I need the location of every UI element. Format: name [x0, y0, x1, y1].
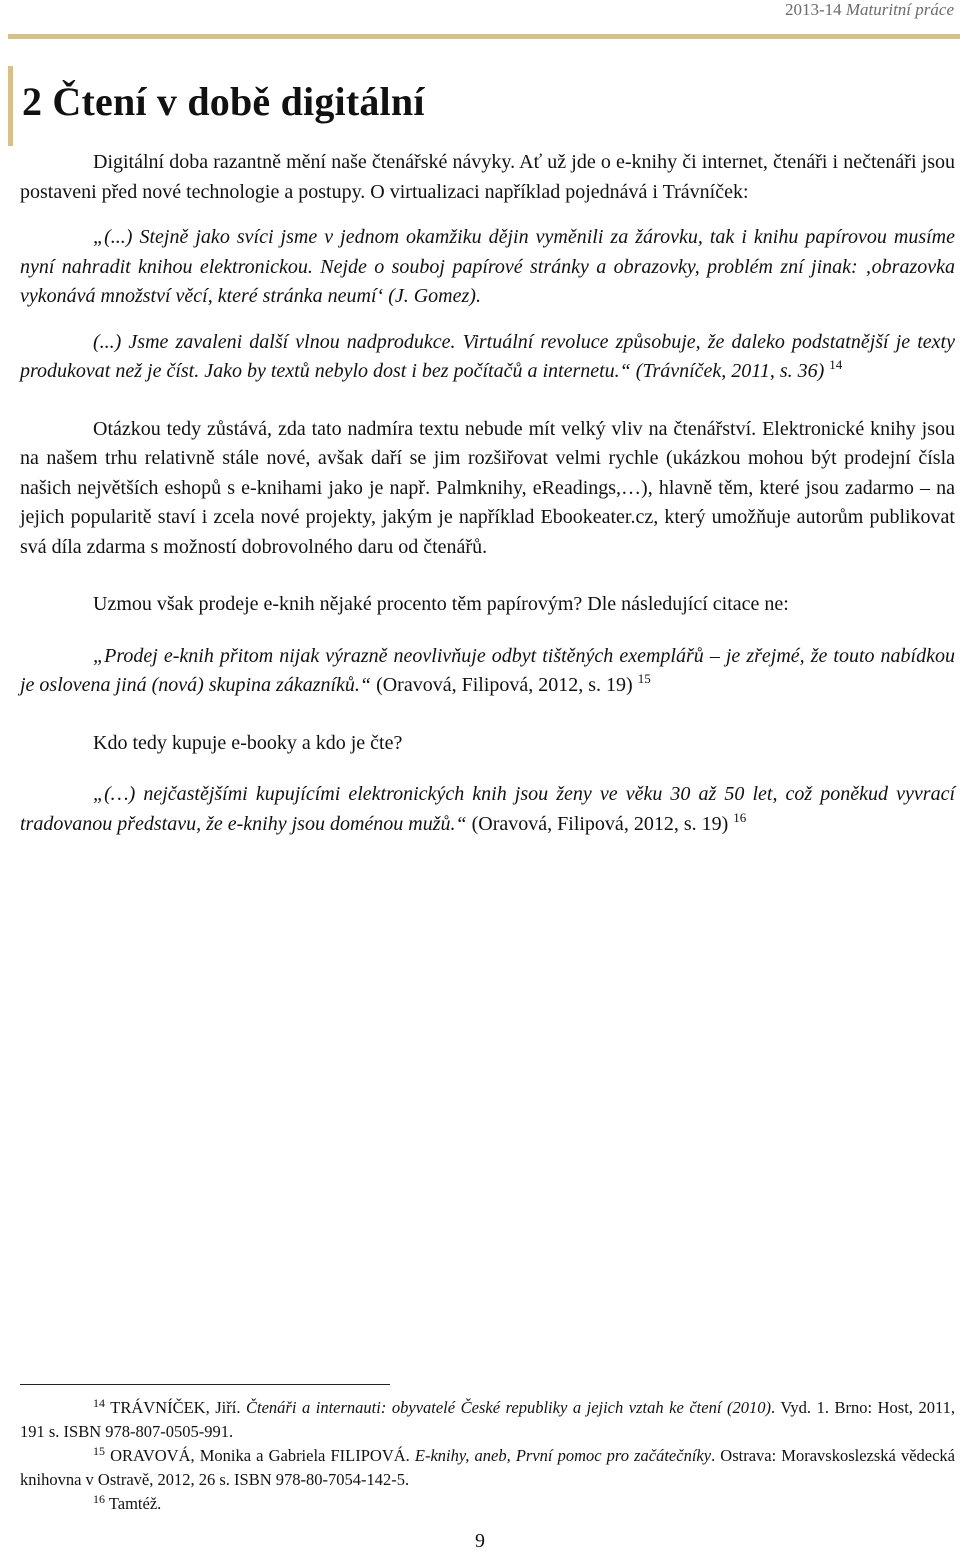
footnote-16-number: 16 — [93, 1492, 105, 1506]
footnote-16 — [20, 1492, 955, 1516]
footnote-14 — [20, 1396, 955, 1444]
quote-oravova-1-text: „Prodej e-knih přitom nijak výrazně neovlivňuje odbyt tištěných exemplářů – je zřejmé, že touto nabídkou je oslovena jiná (nová) skupina zákazníků.“ — [20, 644, 955, 696]
page-number: 9 — [475, 1530, 485, 1552]
header-year: 2013-14 — [784, 0, 842, 19]
paragraph-intro: Digitální doba razantně mění naše čtenářské návyky. Ať už jde o e-knihy či internet, čtenáři i nečtenáři jsou postaveni před nové technologie a postupy. O virtualizaci například pojednává i Trávníček: — [20, 151, 955, 203]
quote-oravova-1 — [20, 642, 955, 701]
running-header — [785, 0, 954, 20]
footnote-14-number: 14 — [93, 1396, 105, 1410]
footnote-14-rest: . Vyd. 1. Brno: Host, 2011, 191 s. ISBN 978-807-0505-991. — [20, 1398, 955, 1441]
footnote-ref-14: 14 — [829, 357, 843, 372]
footnotes — [20, 1396, 955, 1516]
footnote-14-title: Čtenáři a internauti: obyvatelé České republiky a jejich vztah ke čtení (2010) — [246, 1398, 771, 1417]
quote-travnicek-2 — [20, 328, 955, 387]
footnote-15-author: ORAVOVÁ, Monika a Gabriela FILIPOVÁ. — [105, 1446, 415, 1465]
main-text — [20, 148, 955, 839]
footnote-15-number: 15 — [93, 1444, 105, 1458]
footnote-separator — [20, 1384, 390, 1385]
footnote-15-title: E-knihy, aneb, První pomoc pro začátečníky — [414, 1446, 712, 1465]
footnote-ref-15: 15 — [637, 671, 651, 686]
paragraph-question-sales: Uzmou však prodeje e-knih nějaké procento těm papírovým? Dle následující citace ne: — [93, 593, 789, 615]
paragraph-ebooks: Otázkou tedy zůstává, zda tato nadmíra textu nebude mít velký vliv na čtenářství. Elektronické knihy jsou na našem trhu relativně stále nové, avšak daří se jim rozšiřovat velmi rychle (ukázkou mohou být prodejní čísla našich největších eshopů s e-knihami jako je např. Palmknihy, eReadings,…), hlavně těm, které jsou zadarmo – na jejich popularitě staví i zcela nové projekty, jakým je například Ebookeater.cz, který umožňuje autorům publikovat svá díla zdarma s možností dobrovolného daru od čtenářů. — [20, 417, 955, 558]
chapter-side-rule — [8, 66, 13, 146]
chapter-title: 2 Čtení v době digitální — [22, 79, 425, 124]
quote-travnicek-1: „(...) Stejně jako svíci jsme v jednom okamžiku dějin vyměnili za žárovku, tak i knihu papírovou musíme nyní nahradit knihou elektronickou. Nejde o souboj papírové stránky a obrazovky, problém zní jinak: ‚obrazovka vykonává množství věcí, které stránka neumí‘ (J. Gomez). — [20, 226, 955, 307]
paragraph-question-buyers: Kdo tedy kupuje e-booky a kdo je čte? — [93, 731, 403, 754]
footnote-16-text: Tamtéž. — [105, 1494, 162, 1513]
quote-travnicek-2-text: (...) Jsme zavaleni další vlnou nadprodukce. Virtuální revoluce způsobuje, že daleko podstatnější je texty produkovat než je číst. Jako by textů nebylo dost i bez počítačů a internetu.“ (Trávníček, 2011, s. 36) — [20, 330, 955, 382]
quote-oravova-2 — [20, 780, 955, 839]
header-label: Maturitní práce — [845, 0, 954, 19]
footnote-14-author: TRÁVNÍČEK, Jiří. — [105, 1398, 246, 1417]
quote-oravova-1-cite: (Oravová, Filipová, 2012, s. 19) — [371, 674, 633, 696]
quote-oravova-2-text: „(…) nejčastějšími kupujícími elektronických knih jsou ženy ve věku 30 až 50 let, což poněkud vyvrací tradovanou představu, že e-knihy jsou doménou mužů.“ — [20, 783, 955, 835]
quote-oravova-2-cite: (Oravová, Filipová, 2012, s. 19) — [466, 812, 729, 835]
footnote-15 — [20, 1444, 955, 1492]
header-rule — [8, 34, 960, 39]
footnote-ref-16: 16 — [733, 809, 747, 825]
footnote-15-rest: . Ostrava: Moravskoslezská vědecká knihovna v Ostravě, 2012, 26 s. ISBN 978-80-7054-142-5. — [20, 1446, 956, 1489]
